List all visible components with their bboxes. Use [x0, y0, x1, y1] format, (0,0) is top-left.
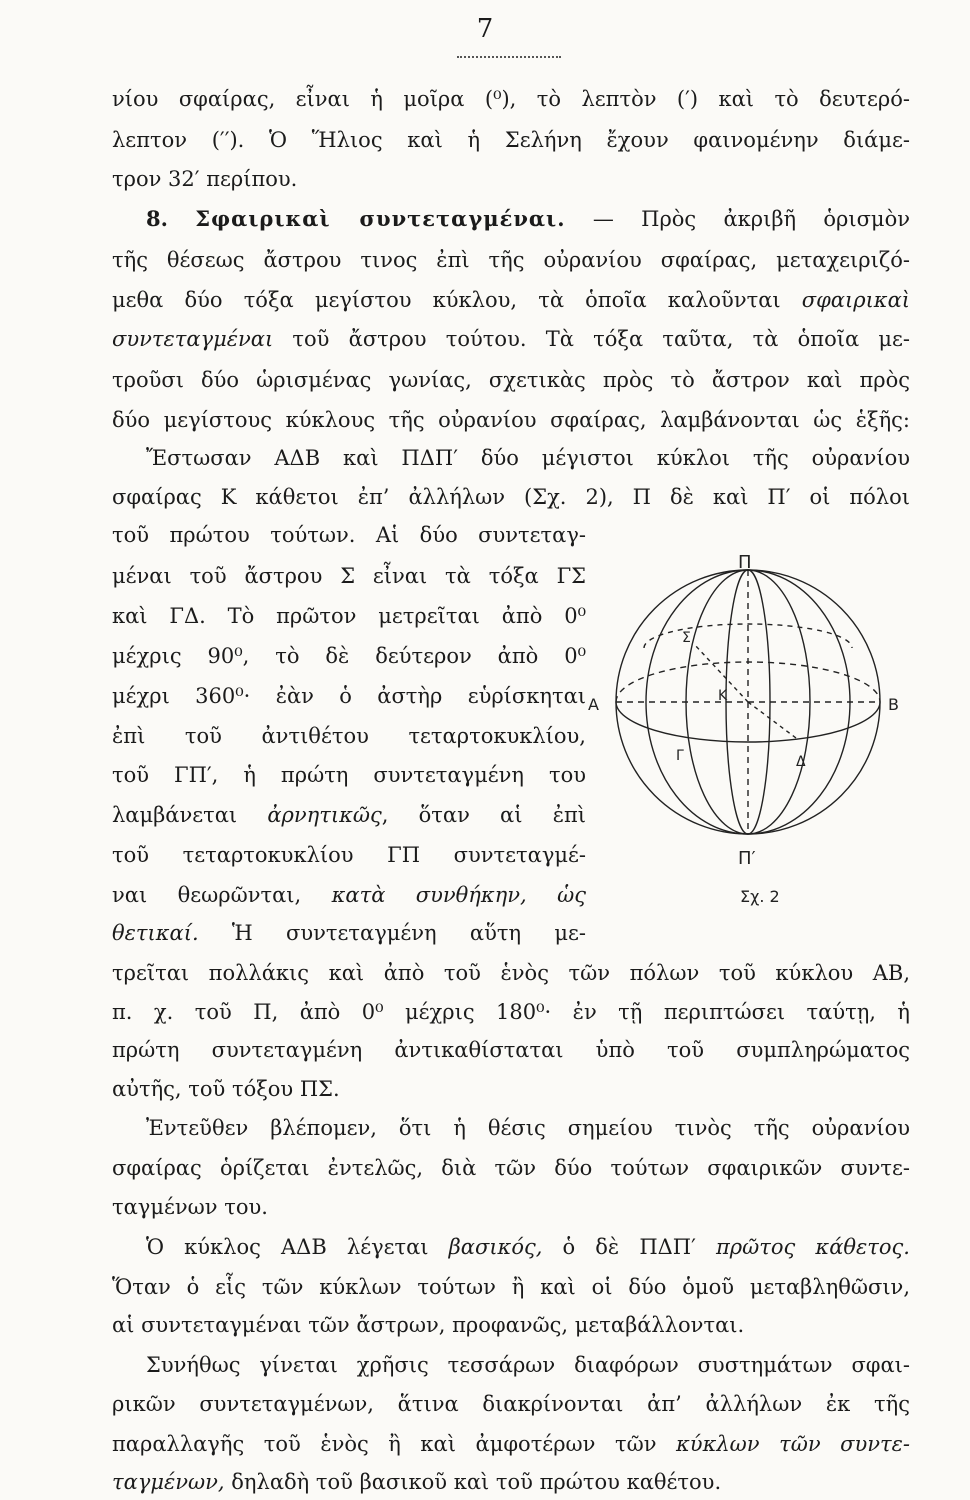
text-line: συντεταγμέναι τοῦ ἄστρου τούτου. Τὰ τόξα ταῦτα, τὰ ὁποῖα με- [112, 327, 910, 351]
text-line: νίου σφαίρας, εἶναι ἡ μοῖρα (⁰), τὸ λεπτὸν (′) καὶ τὸ δευτερό- [112, 87, 910, 111]
text-line: αὐτῆς, τοῦ τόξου ΠΣ. [112, 1077, 340, 1101]
label-b: Β [888, 695, 899, 714]
text-line: τῆς θέσεως ἄστρου τινος ἐπὶ τῆς οὐρανίου σφαίρας, μεταχειριζό- [112, 248, 910, 272]
text-line: τοῦ τεταρτοκυκλίου ΓΠ συντεταγμέ- [112, 843, 586, 867]
label-sigma: Σ [682, 630, 691, 646]
text-line: Ὅταν ὁ εἷς τῶν κύκλων τούτων ἢ καὶ οἱ δύο ὁμοῦ μεταβληθῶσιν, [112, 1275, 910, 1299]
text-line: μέναι τοῦ ἄστρου Σ εἶναι τὰ τόξα ΓΣ [112, 564, 586, 588]
celestial-sphere-figure [578, 548, 918, 918]
text-line: μέχρις 90⁰, τὸ δὲ δεύτερον ἀπὸ 0⁰ [112, 644, 586, 668]
text-line: ναι θεωρῶνται, κατὰ συνθήκην, ὡς [112, 883, 586, 907]
label-delta: Δ [796, 754, 806, 770]
section-heading-line: 8. Σφαιρικαὶ συντεταγμέναι. — Πρὸς ἀκριβῆ ὁρισμὸν [146, 206, 910, 231]
text-line: καὶ ΓΔ. Τὸ πρῶτον μετρεῖται ἀπὸ 0⁰ [112, 604, 586, 628]
text-line: σφαίρας ὁρίζεται ἐντελῶς, διὰ τῶν δύο τούτων σφαιρικῶν συντε- [112, 1156, 910, 1180]
text-line: τρον 32′ περίπου. [112, 167, 298, 191]
page-number: 7 [476, 14, 494, 44]
figure-caption: Σχ. 2 [740, 887, 780, 906]
text-line: λεπτον (′′). Ὁ Ἥλιος καὶ ἡ Σελήνη ἔχουν φαινομένην διάμε- [112, 128, 910, 152]
text-line: τροῦσι δύο ὡρισμένας γωνίας, σχετικὰς πρὸς τὸ ἄστρον καὶ πρὸς [112, 368, 910, 392]
text-line: Ἔστωσαν ΑΔΒ καὶ ΠΔΠ′ δύο μέγιστοι κύκλοι τῆς οὐρανίου [146, 446, 910, 470]
text-line: σφαίρας Κ κάθετοι ἐπ’ ἀλλήλων (Σχ. 2), Π δὲ καὶ Π′ οἱ πόλοι [112, 485, 910, 509]
label-pi-top: Π [738, 552, 752, 573]
text-line: ρικῶν συντεταγμένων, ἅτινα διακρίνονται ἀπ’ ἀλλήλων ἐκ τῆς [112, 1392, 910, 1416]
label-gamma: Γ [676, 748, 684, 764]
text-line: παραλλαγῆς τοῦ ἑνὸς ἢ καὶ ἀμφοτέρων τῶν κύκλων τῶν συντε- [112, 1432, 910, 1456]
radius-to-delta [748, 702, 796, 738]
text-line: μεθα δύο τόξα μεγίστου κύκλου, τὰ ὁποῖα καλοῦνται σφαιρικαὶ [112, 288, 910, 312]
text-line: αἱ συντεταγμέναι τῶν ἄστρων, προφανῶς, μεταβάλλονται. [112, 1313, 745, 1337]
text-line: τοῦ ΓΠ′, ἡ πρώτη συντεταγμένη του [112, 763, 586, 787]
text-line: Ἐντεῦθεν βλέπομεν, ὅτι ἡ θέσις σημείου τινὸς τῆς οὐρανίου [146, 1116, 910, 1140]
section-heading: Σφαιρικαὶ συντεταγμέναι. [195, 206, 566, 231]
text-line: πρώτη συντεταγμένη ἀντικαθίσταται ὑπὸ τοῦ συμπληρώματος [112, 1038, 910, 1062]
text-line: π. χ. τοῦ Π, ἀπὸ 0⁰ μέχρις 180⁰· ἐν τῇ περιπτώσει ταύτῃ, ἡ [112, 1000, 910, 1024]
section-number: 8. [146, 206, 168, 231]
text-line: θετικαί. Ἡ συντεταγμένη αὕτη με- [112, 921, 586, 945]
label-a: Α [588, 695, 599, 714]
text-line: λαμβάνεται ἀρνητικῶς, ὅταν αἱ ἐπὶ [112, 803, 586, 827]
text-line: δύο μεγίστους κύκλους τῆς οὐρανίου σφαίρας, λαμβάνονται ὡς ἑξῆς: [112, 408, 910, 432]
text-line: τοῦ πρώτου τούτων. Αἱ δύο συντεταγ- [112, 523, 586, 547]
label-k: Κ [718, 688, 728, 704]
text-line: ἐπὶ τοῦ ἀντιθέτου τεταρτοκυκλίου, [112, 724, 586, 748]
text-line: τρεῖται πολλάκις καὶ ἀπὸ τοῦ ἑνὸς τῶν πόλων τοῦ κύκλου ΑΒ, [112, 961, 910, 985]
text-line: Συνήθως γίνεται χρῆσις τεσσάρων διαφόρων συστημάτων σφαι- [146, 1353, 910, 1377]
page-number-rule [457, 56, 561, 58]
text-line: ταγμένων του. [112, 1195, 268, 1219]
text-line: μέχρι 360⁰· ἐὰν ὁ ἀστὴρ εὑρίσκηται [112, 684, 586, 708]
text-line: ταγμένων, δηλαδὴ τοῦ βασικοῦ καὶ τοῦ πρώτου καθέτου. [112, 1470, 722, 1494]
label-pi-bottom: Π′ [738, 848, 756, 869]
text-line: Ὁ κύκλος ΑΔΒ λέγεται βασικός, ὁ δὲ ΠΔΠ′ πρῶτος κάθετος. [146, 1235, 910, 1259]
